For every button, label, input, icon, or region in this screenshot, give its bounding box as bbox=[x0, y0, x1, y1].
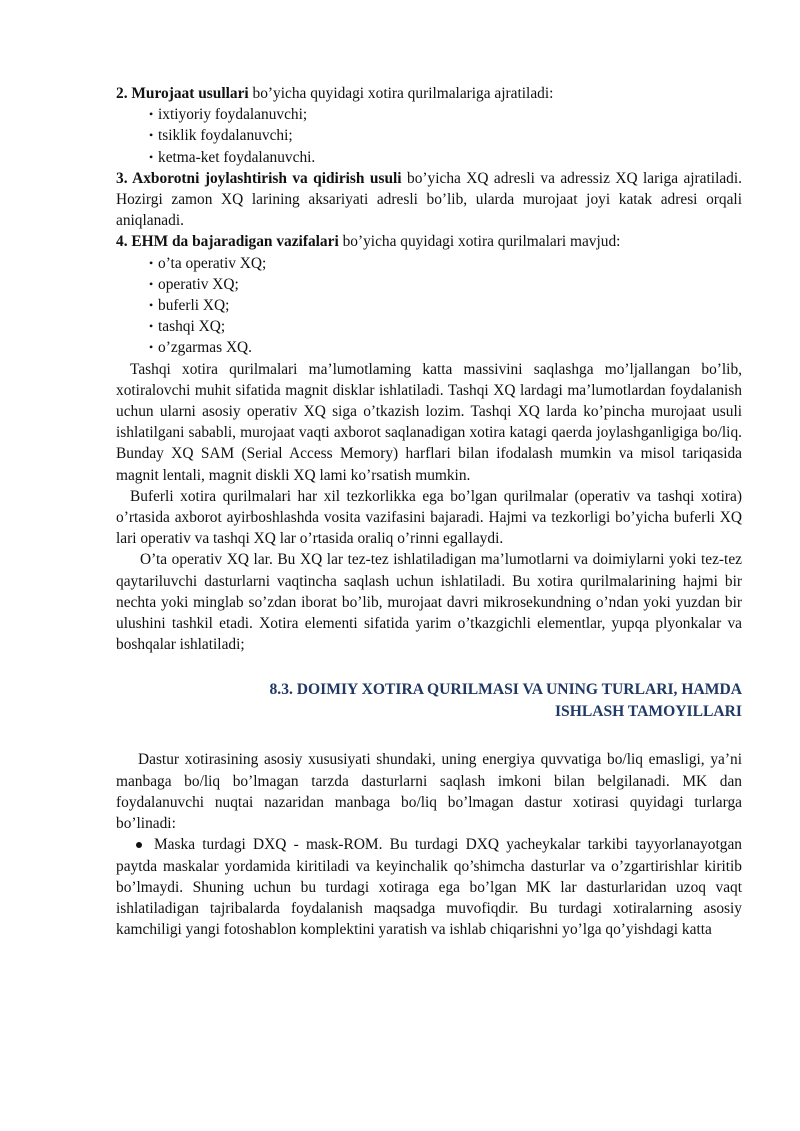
section-2-paragraph bbox=[116, 83, 742, 104]
tashqi-xq-paragraph: Tashqi xotira qurilmalari ma’lumotlaming katta massivini saqlashga mo’ljallangan bo’lib, xotiralovchi muhit sifatida magnit disklar ishlatiladi. Tashqi XQ lardagi ma’lumotlardan foydalanish uchun ularni asosiy operativ XQ siga o’tkazish lozim. Tashqi XQ larda ko’pincha murojaat usuli ishlatilgani sababli, murojaat vaqti axborot saqlanadigan xotira katagi qaerda joylashganligiga bo/liq. Bunday XQ SAM (Serial Access Memory) harflari bilan ifodalash mumkin va misol tariqasida magnit lentali, magnit diskli XQ lami ko’rsatish mumkin. bbox=[116, 360, 742, 484]
list-item bbox=[116, 295, 742, 316]
list-item bbox=[116, 274, 742, 295]
section-2-title: 2. Murojaat usullari bbox=[116, 85, 249, 102]
list-item-text: ketma-ket foydalanuvchi. bbox=[158, 148, 316, 166]
section-4-text: bo’yicha quyidagi xotira qurilmalari mavjud: bbox=[338, 233, 621, 251]
mask-rom-bullet bbox=[116, 834, 742, 940]
section-heading bbox=[116, 679, 742, 723]
section-2-text: bo’yicha quyidagi xotira qurilmalariga ajratiladi: bbox=[248, 85, 554, 102]
section-4-list bbox=[116, 253, 742, 359]
bullet-dot: • bbox=[149, 107, 154, 122]
list-item-text: buferli XQ; bbox=[158, 297, 230, 315]
list-item bbox=[116, 147, 742, 168]
list-item bbox=[116, 104, 742, 125]
section-3-title: 3. Axborotni joylashtirish va qidirish usuli bbox=[116, 169, 402, 187]
list-item-text: ixtiyoriy foydalanuvchi; bbox=[158, 106, 308, 124]
mask-rom-text: Maska turdagi DXQ - mask-ROM. Bu turdagi DXQ yacheykalar tarkibi tayyorlanayotgan paytda maskalar yordamida kiritiladi va keyinchalik qo’shimcha dasturlar va o’zgartirishlar kiritib bo’lmaydi. Shuning uchun bu turdagi xotiraga ega bo’lgan MK lar dasturlaridan uzoq vaqt ishlatiladigan tajribalarda foydalanish maqsadga muvofiqdir. Bu turdagi xotiralarning asosiy kamchiligi yangi fotoshablon komplektini yaratish va ishlab chiqarishni yo’lga qo’yishdagi katta bbox=[116, 836, 742, 939]
list-item-text: o’zgarmas XQ. bbox=[158, 339, 253, 357]
list-item-text: operativ XQ; bbox=[158, 275, 239, 293]
section-3-text: bo’yicha XQ adresli va adressiz XQ lariga ajratiladi. Hozirgi zamon XQ larining aksariyati adresli bo’lib, ularda murojaat joyi katak adresi orqali aniqlanadi. bbox=[116, 169, 742, 230]
section-4-paragraph bbox=[116, 231, 742, 252]
document-page bbox=[116, 83, 742, 940]
bullet-dot: • bbox=[149, 128, 154, 143]
list-item-text: o’ta operativ XQ; bbox=[158, 254, 267, 272]
section-3-paragraph bbox=[116, 168, 742, 232]
list-item bbox=[116, 337, 742, 358]
list-item-text: tashqi XQ; bbox=[158, 318, 226, 336]
bullet-dot-icon bbox=[136, 842, 142, 848]
list-item bbox=[116, 125, 742, 146]
bullet-dot: • bbox=[149, 276, 154, 291]
buferli-xq-paragraph: Buferli xotira qurilmalari har xil tezkorlikka ega bo’lgan qurilmalar (operativ va tashqi xotira) o’rtasida axborot ayirboshlashda vosita vazifasini bajaradi. Hajmi va tezkorligi bo’yicha buferli XQ lari operativ va tashqi XQ lar o’rtasida oraliq o’rinni egallaydi. bbox=[116, 487, 742, 548]
list-item bbox=[116, 316, 742, 337]
list-item bbox=[116, 253, 742, 274]
section-heading-line-1: 8.3. DOIMIY XOTIRA QURILMASI VA UNING TURLARI, HAMDA bbox=[269, 681, 742, 699]
bullet-dot: • bbox=[149, 298, 154, 313]
ota-operativ-xq-paragraph: O’ta operativ XQ lar. Bu XQ lar tez-tez ishlatiladigan ma’lumotlarni va doimiylarni yoki tez-tez qaytariluvchi dasturlarni vaqtincha saqlash uchun ishlatiladi. Bu xotira qurilmalarining hajmi bir nechta yoki minglab so’zdan iborat bo’lib, murojaat davri mikrosekundning o’ndan yoki yuzdan bir ulushini tashkil etadi. Xotira elementi sifatida yarim o’tkazgichli elementlar, yupqa plyonkalar va boshqalar ishlatiladi; bbox=[116, 551, 742, 654]
bullet-dot: • bbox=[149, 319, 154, 334]
section-8-3-intro: Dastur xotirasining asosiy xususiyati shundaki, uning energiya quvvatiga bo/liq emasligi, ya’ni manbaga bo/liq bo’lmagan tarzda dasturlarni saqlash imkoni bilan belgilanadi. MK dan foydalanuvchi nuqtai nazaridan manbaga bo/liq bo’lmagan dastur xotirasi quyidagi turlarga bo’linadi: bbox=[116, 751, 742, 833]
section-2-list bbox=[116, 104, 742, 168]
bullet-dot: • bbox=[149, 149, 154, 164]
bullet-dot: • bbox=[149, 340, 154, 355]
section-heading-line-2: ISHLASH TAMOYILLARI bbox=[554, 703, 742, 721]
section-4-title: 4. EHM da bajaradigan vazifalari bbox=[116, 233, 339, 251]
bullet-dot: • bbox=[149, 255, 154, 270]
list-item-text: tsiklik foydalanuvchi; bbox=[158, 127, 293, 145]
